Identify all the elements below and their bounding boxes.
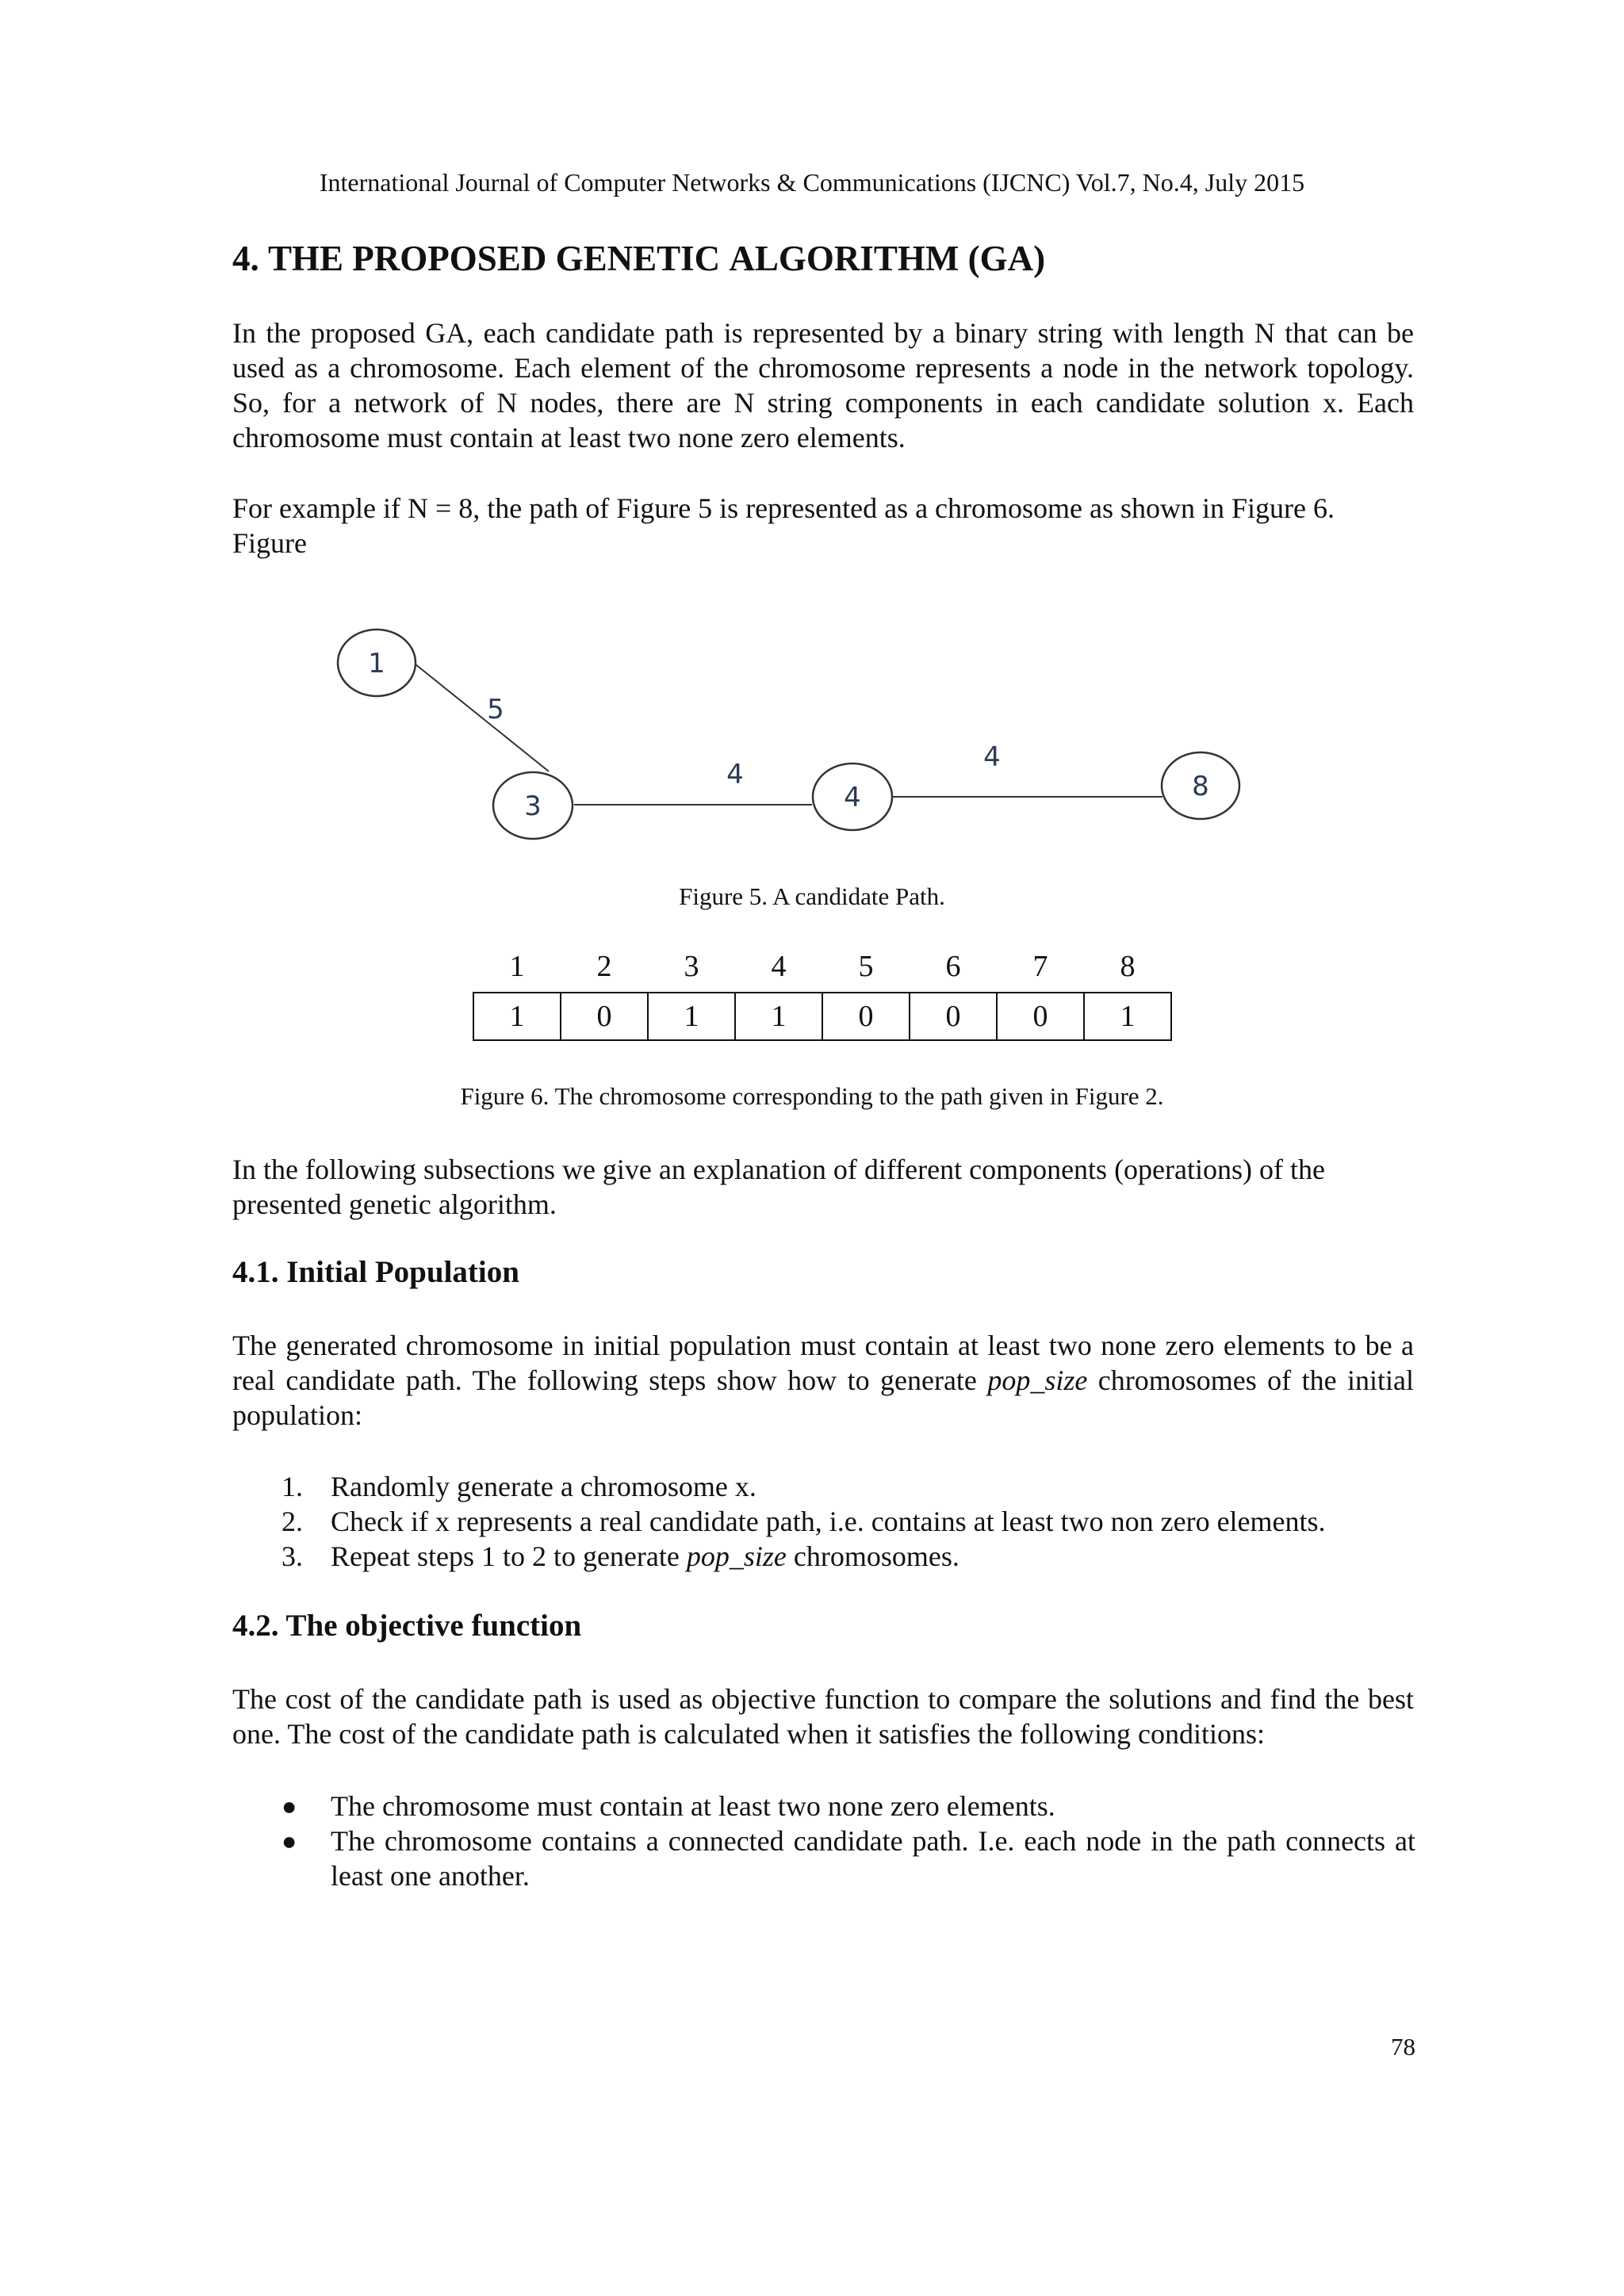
node-label-1: 1 bbox=[368, 648, 385, 679]
gene-index: 4 bbox=[771, 950, 787, 983]
candidate-path-diagram bbox=[317, 610, 1269, 864]
node-label-4: 4 bbox=[844, 782, 861, 813]
step-text: Randomly generate a chromosome x. bbox=[331, 1471, 756, 1502]
transition-paragraph: In the following subsections we give an explanation of different components (operations) of the presented genetic algorithm. bbox=[232, 1154, 1325, 1220]
objective-function-paragraph: The cost of the candidate path is used as objective function to compare the solutions and find the best one. The cost of the candidate path is calculated when it satisfies the following conditions: bbox=[232, 1683, 1414, 1750]
gene-bit: 1 bbox=[1084, 993, 1171, 1040]
section-word-4: ALGORITHM bbox=[729, 239, 959, 278]
edge-weight-1-3: 5 bbox=[487, 694, 504, 725]
gene-index: 2 bbox=[596, 950, 612, 983]
step-number: 2. bbox=[282, 1506, 303, 1537]
section-title bbox=[232, 238, 1045, 279]
chromosome-bit-row bbox=[473, 993, 1171, 1040]
journal-header: International Journal of Computer Networks & Communications (IJCNC) Vol.7, No.4, July 2015 bbox=[319, 168, 1305, 197]
section-word-2: PROPOSED bbox=[352, 239, 547, 278]
gene-bit: 1 bbox=[648, 993, 735, 1040]
chromosome-index-row bbox=[473, 949, 1171, 993]
bullet-text: The chromosome must contain at least two none zero elements. bbox=[331, 1790, 1055, 1822]
step-text-part: Repeat steps 1 to 2 to generate bbox=[331, 1540, 687, 1572]
step-text-part: chromosomes. bbox=[786, 1540, 959, 1572]
section-word-1: THE bbox=[268, 239, 344, 278]
step-text: Check if x represents a real candidate path, i.e. contains at least two non zero elements. bbox=[331, 1506, 1326, 1537]
gene-bit: 0 bbox=[561, 993, 648, 1040]
bullet-icon: ● bbox=[282, 1792, 297, 1820]
gene-bit: 1 bbox=[473, 993, 561, 1040]
section-abbrev: (GA) bbox=[967, 239, 1046, 278]
figure-6-caption: Figure 6. The chromosome corresponding to the path given in Figure 2. bbox=[460, 1082, 1164, 1110]
gene-index: 1 bbox=[509, 950, 525, 983]
gene-bit: 0 bbox=[910, 993, 997, 1040]
step-term: pop_size bbox=[686, 1540, 787, 1572]
example-line: For example if N = 8, the path of Figure 5 is represented as a chromosome as shown in Figure 6. bbox=[232, 492, 1335, 524]
para-text: The generated chromosome in initial population must contain at least two none zero elements to be a real candidate path. The following steps show how to generate bbox=[232, 1330, 1414, 1396]
chromosome-table bbox=[473, 949, 1172, 1041]
bullet-text: The chromosome contains a connected candidate path. I.e. each node in the path connects at least one another. bbox=[331, 1825, 1415, 1892]
list-item bbox=[282, 1539, 1415, 1574]
list-item bbox=[282, 1504, 1415, 1539]
subsection-title-initial-population: 4.1. Initial Population bbox=[232, 1255, 519, 1289]
para-term: pop_size bbox=[987, 1364, 1088, 1396]
gene-index: 6 bbox=[945, 950, 961, 983]
conditions-list bbox=[282, 1789, 1415, 1893]
node-label-8: 8 bbox=[1192, 771, 1209, 802]
page-number: 78 bbox=[1391, 2033, 1415, 2061]
list-item bbox=[282, 1469, 1415, 1504]
example-trailing-word: Figure bbox=[232, 527, 307, 559]
gene-index: 3 bbox=[684, 950, 699, 983]
subsection-title-objective-function: 4.2. The objective function bbox=[232, 1609, 582, 1643]
example-paragraph bbox=[232, 491, 1414, 561]
edge-weight-3-4: 4 bbox=[726, 759, 744, 790]
list-item bbox=[282, 1789, 1415, 1823]
figure-5-caption: Figure 5. A candidate Path. bbox=[679, 882, 945, 910]
step-number: 1. bbox=[282, 1471, 303, 1502]
steps-list bbox=[282, 1469, 1415, 1574]
gene-bit: 0 bbox=[997, 993, 1084, 1040]
intro-paragraph: In the proposed GA, each candidate path is represented by a binary string with length N that can be used as a chromosome. Each element of the chromosome represents a node in the network topology. So, for a network of N nodes, there are N string components in each candidate solution x. Each chromosome must contain at least two none zero elements. bbox=[232, 317, 1414, 453]
gene-index: 8 bbox=[1120, 950, 1136, 983]
gene-bit: 0 bbox=[822, 993, 910, 1040]
section-number: 4. bbox=[232, 239, 259, 278]
section-word-3: GENETIC bbox=[555, 239, 721, 278]
gene-bit: 1 bbox=[735, 993, 822, 1040]
step-number: 3. bbox=[282, 1540, 303, 1572]
gene-index: 7 bbox=[1032, 950, 1048, 983]
list-item bbox=[282, 1823, 1415, 1893]
step-text bbox=[331, 1539, 959, 1574]
node-label-3: 3 bbox=[524, 790, 542, 822]
para-text: chromosomes of the initial population: bbox=[232, 1364, 1414, 1431]
initial-population-paragraph bbox=[232, 1328, 1414, 1433]
gene-index: 5 bbox=[858, 950, 874, 983]
bullet-icon: ● bbox=[282, 1827, 297, 1855]
edge-weight-4-8: 4 bbox=[983, 741, 1001, 773]
edge-1-3 bbox=[416, 664, 549, 771]
